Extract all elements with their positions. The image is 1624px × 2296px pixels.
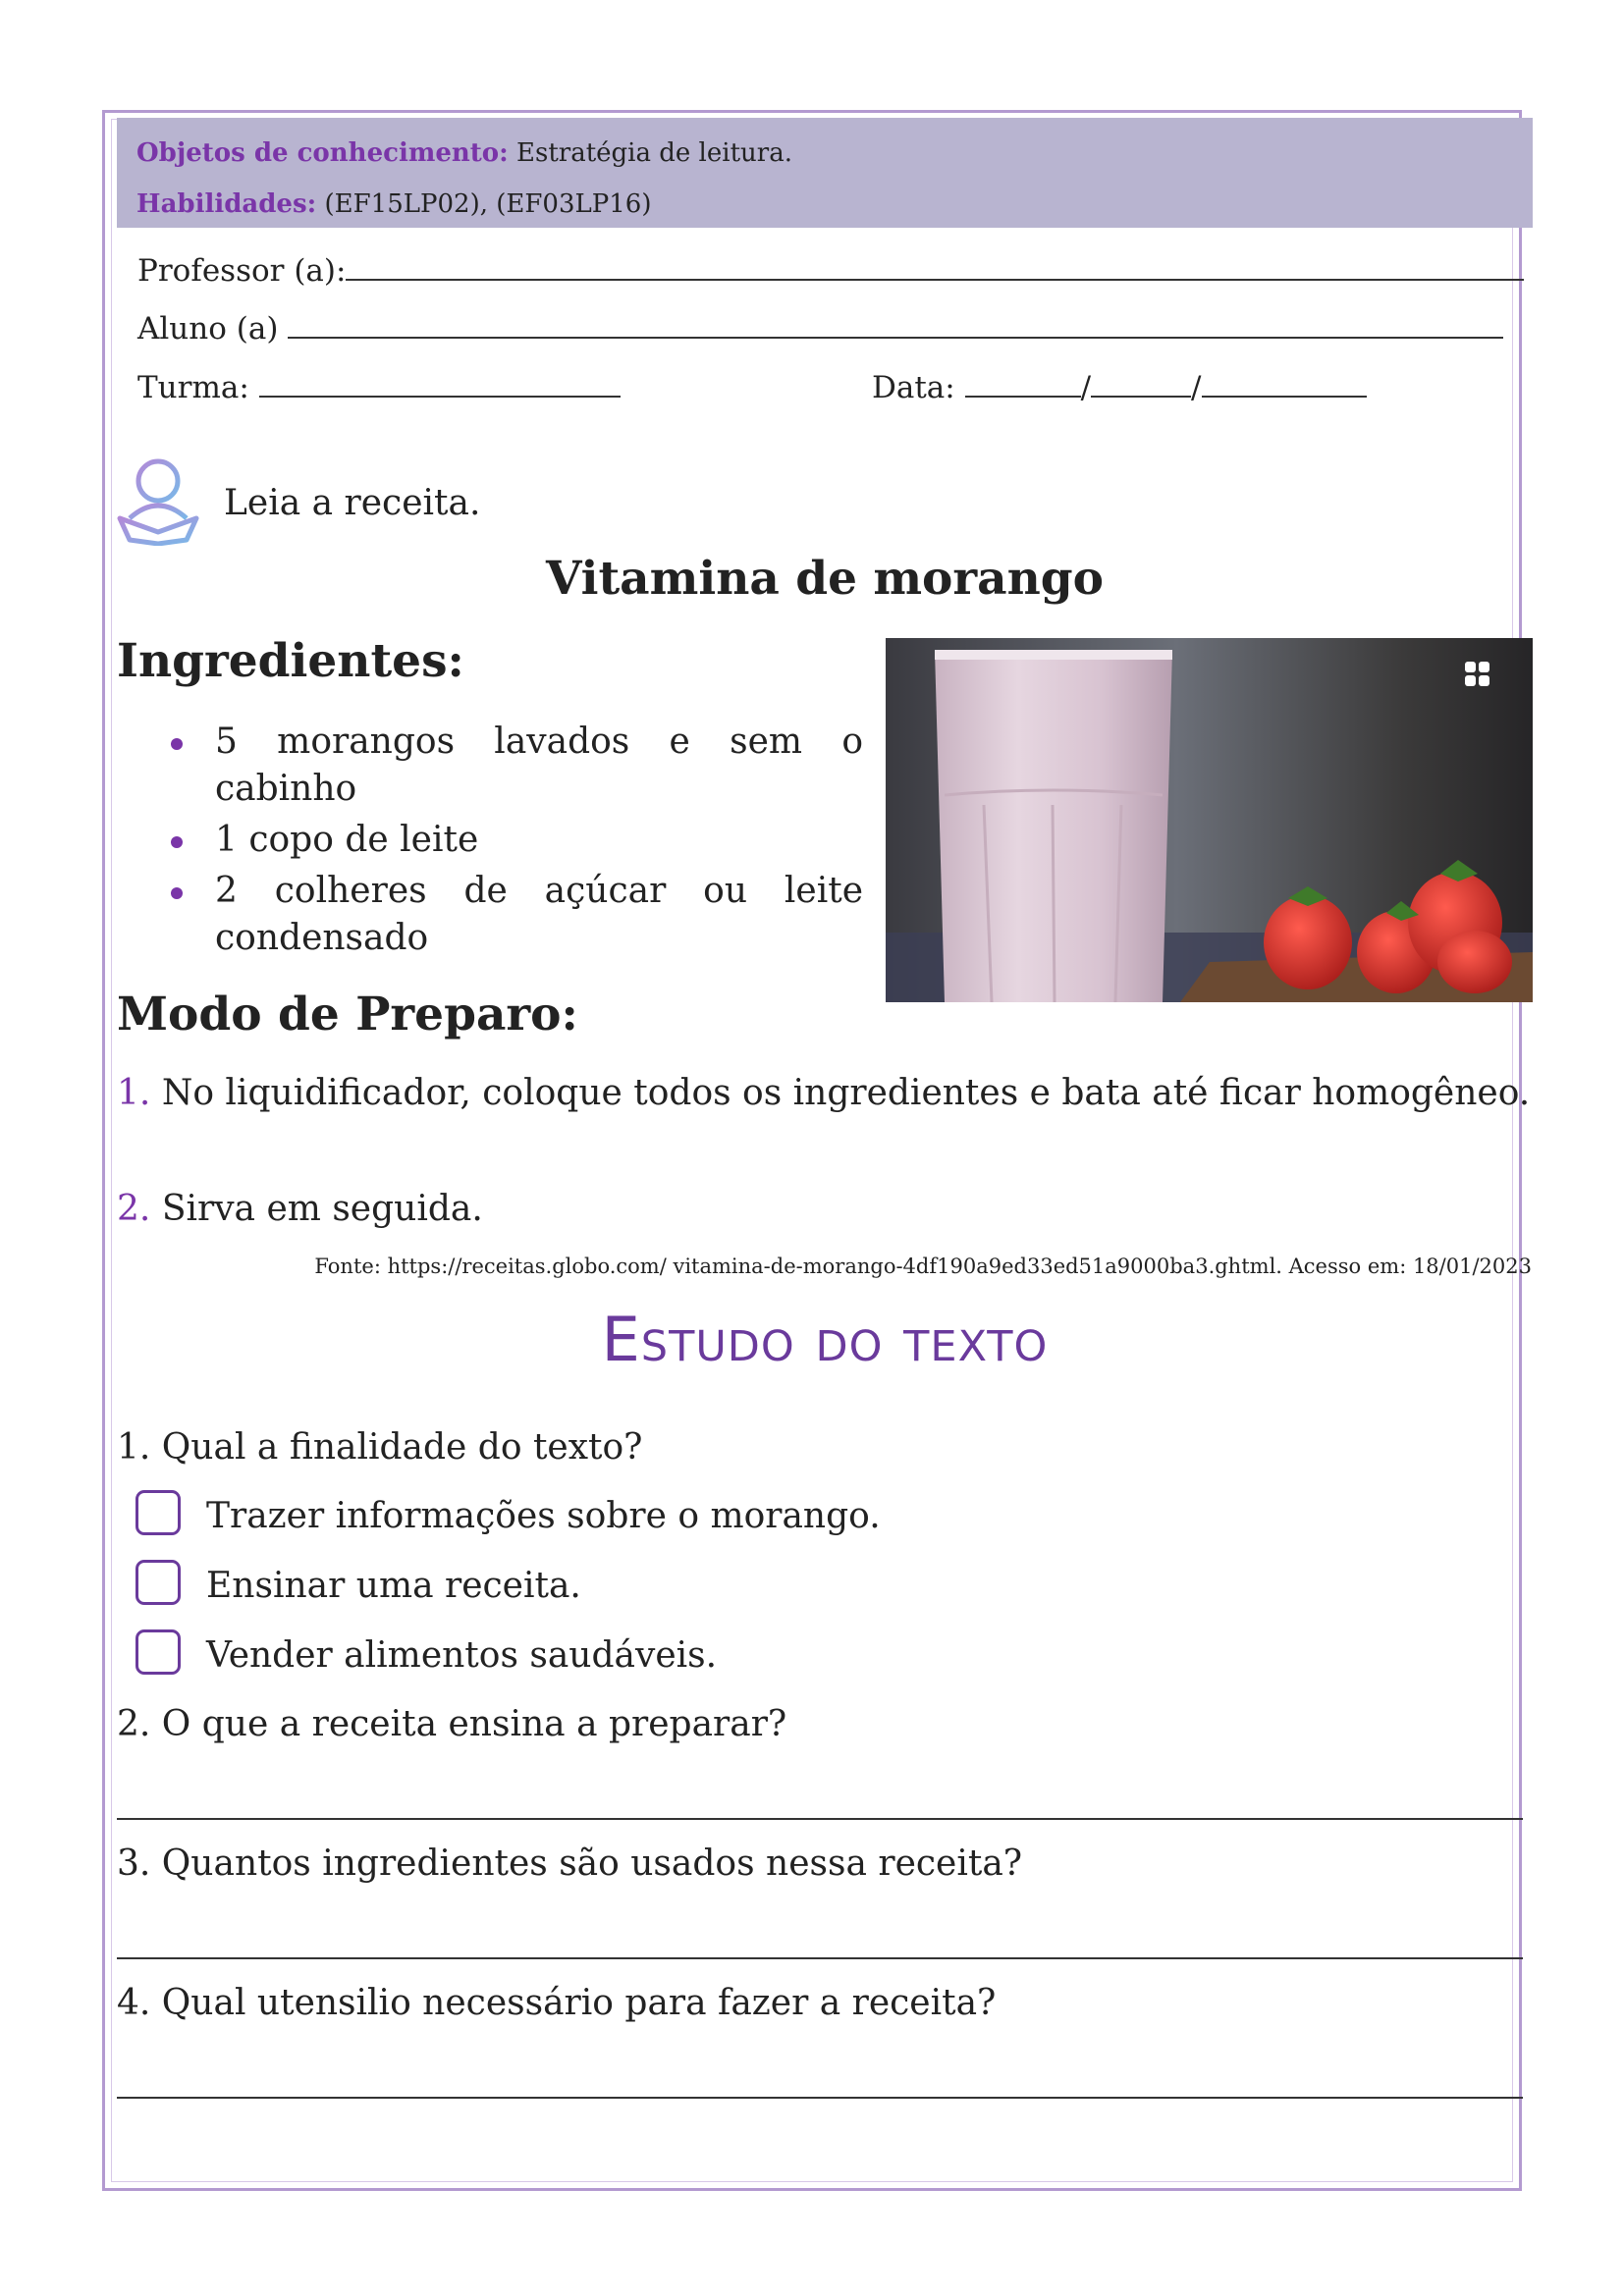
answer-line-3[interactable] bbox=[117, 1957, 1523, 1959]
objects-key: Objetos de conhecimento: bbox=[136, 138, 509, 168]
smoothie-photo bbox=[886, 638, 1533, 1002]
ingredient-item: 5 morangos lavados e sem o cabinho bbox=[117, 719, 863, 813]
date-slash-1: / bbox=[1080, 370, 1092, 405]
source-citation: Fonte: https://receitas.globo.com/ vitamina-de-morango-4df190a9ed33ed51a9000ba3.ghtml. Acesso em: 18/01/2023 bbox=[314, 1255, 1532, 1278]
study-heading: Estudo do texto bbox=[601, 1304, 1049, 1375]
date-label: Data: bbox=[872, 370, 955, 405]
aluno-field[interactable] bbox=[137, 307, 1503, 348]
turma-line[interactable] bbox=[259, 366, 621, 398]
aluno-line[interactable] bbox=[288, 307, 1503, 339]
checkbox[interactable] bbox=[135, 1560, 181, 1605]
instruction: Leia a receita. bbox=[224, 483, 481, 523]
professor-label: Professor (a): bbox=[137, 253, 347, 289]
turma-label: Turma: bbox=[137, 370, 249, 405]
professor-line[interactable] bbox=[346, 249, 1524, 281]
checkbox[interactable] bbox=[135, 1490, 181, 1535]
recipe-title: Vitamina de morango bbox=[545, 552, 1105, 606]
skills-line bbox=[136, 179, 1513, 230]
checkbox[interactable] bbox=[135, 1629, 181, 1675]
option-1[interactable]: Trazer informações sobre o morango. bbox=[135, 1496, 881, 1541]
turma-field[interactable] bbox=[137, 366, 621, 407]
reader-icon bbox=[116, 457, 200, 546]
answer-line-2[interactable] bbox=[117, 1818, 1523, 1820]
option-2[interactable]: Ensinar uma receita. bbox=[135, 1566, 581, 1611]
option-3[interactable]: Vender alimentos saudáveis. bbox=[135, 1635, 717, 1681]
ingredient-item: 1 copo de leite bbox=[117, 817, 863, 864]
date-day-line[interactable] bbox=[965, 366, 1081, 398]
step-2: 2. Sirva em seguida. bbox=[117, 1189, 483, 1229]
question-2: 2. O que a receita ensina a preparar? bbox=[117, 1704, 787, 1744]
date-year-line[interactable] bbox=[1202, 366, 1367, 398]
ingredients-list bbox=[117, 719, 863, 966]
date-slash-2: / bbox=[1191, 370, 1202, 405]
question-4: 4. Qual utensilio necessário para fazer a receita? bbox=[117, 1983, 997, 2023]
question-3: 3. Quantos ingredientes são usados nessa receita? bbox=[117, 1843, 1023, 1884]
header-box bbox=[117, 118, 1533, 228]
skills-key: Habilidades: bbox=[136, 189, 317, 219]
photo-logo-icon bbox=[1463, 660, 1492, 689]
answer-line-4[interactable] bbox=[117, 2097, 1523, 2099]
question-1: 1. Qual a finalidade do texto? bbox=[117, 1427, 643, 1468]
objects-line bbox=[136, 128, 1513, 179]
date-month-line[interactable] bbox=[1091, 366, 1191, 398]
professor-field[interactable] bbox=[137, 249, 1524, 291]
step-1: 1. No liquidificador, coloque todos os ingredientes e bata até ficar homogêneo. bbox=[117, 1073, 1531, 1113]
ingredient-item: 2 colheres de açúcar ou leite condensado bbox=[117, 868, 863, 962]
ingredients-heading: Ingredientes: bbox=[117, 634, 464, 688]
aluno-label: Aluno (a) bbox=[137, 311, 279, 347]
skills-value: (EF15LP02), (EF03LP16) bbox=[316, 189, 652, 219]
date-field[interactable] bbox=[872, 366, 1367, 407]
objects-value: Estratégia de leitura. bbox=[508, 138, 792, 168]
method-heading: Modo de Preparo: bbox=[117, 988, 578, 1041]
